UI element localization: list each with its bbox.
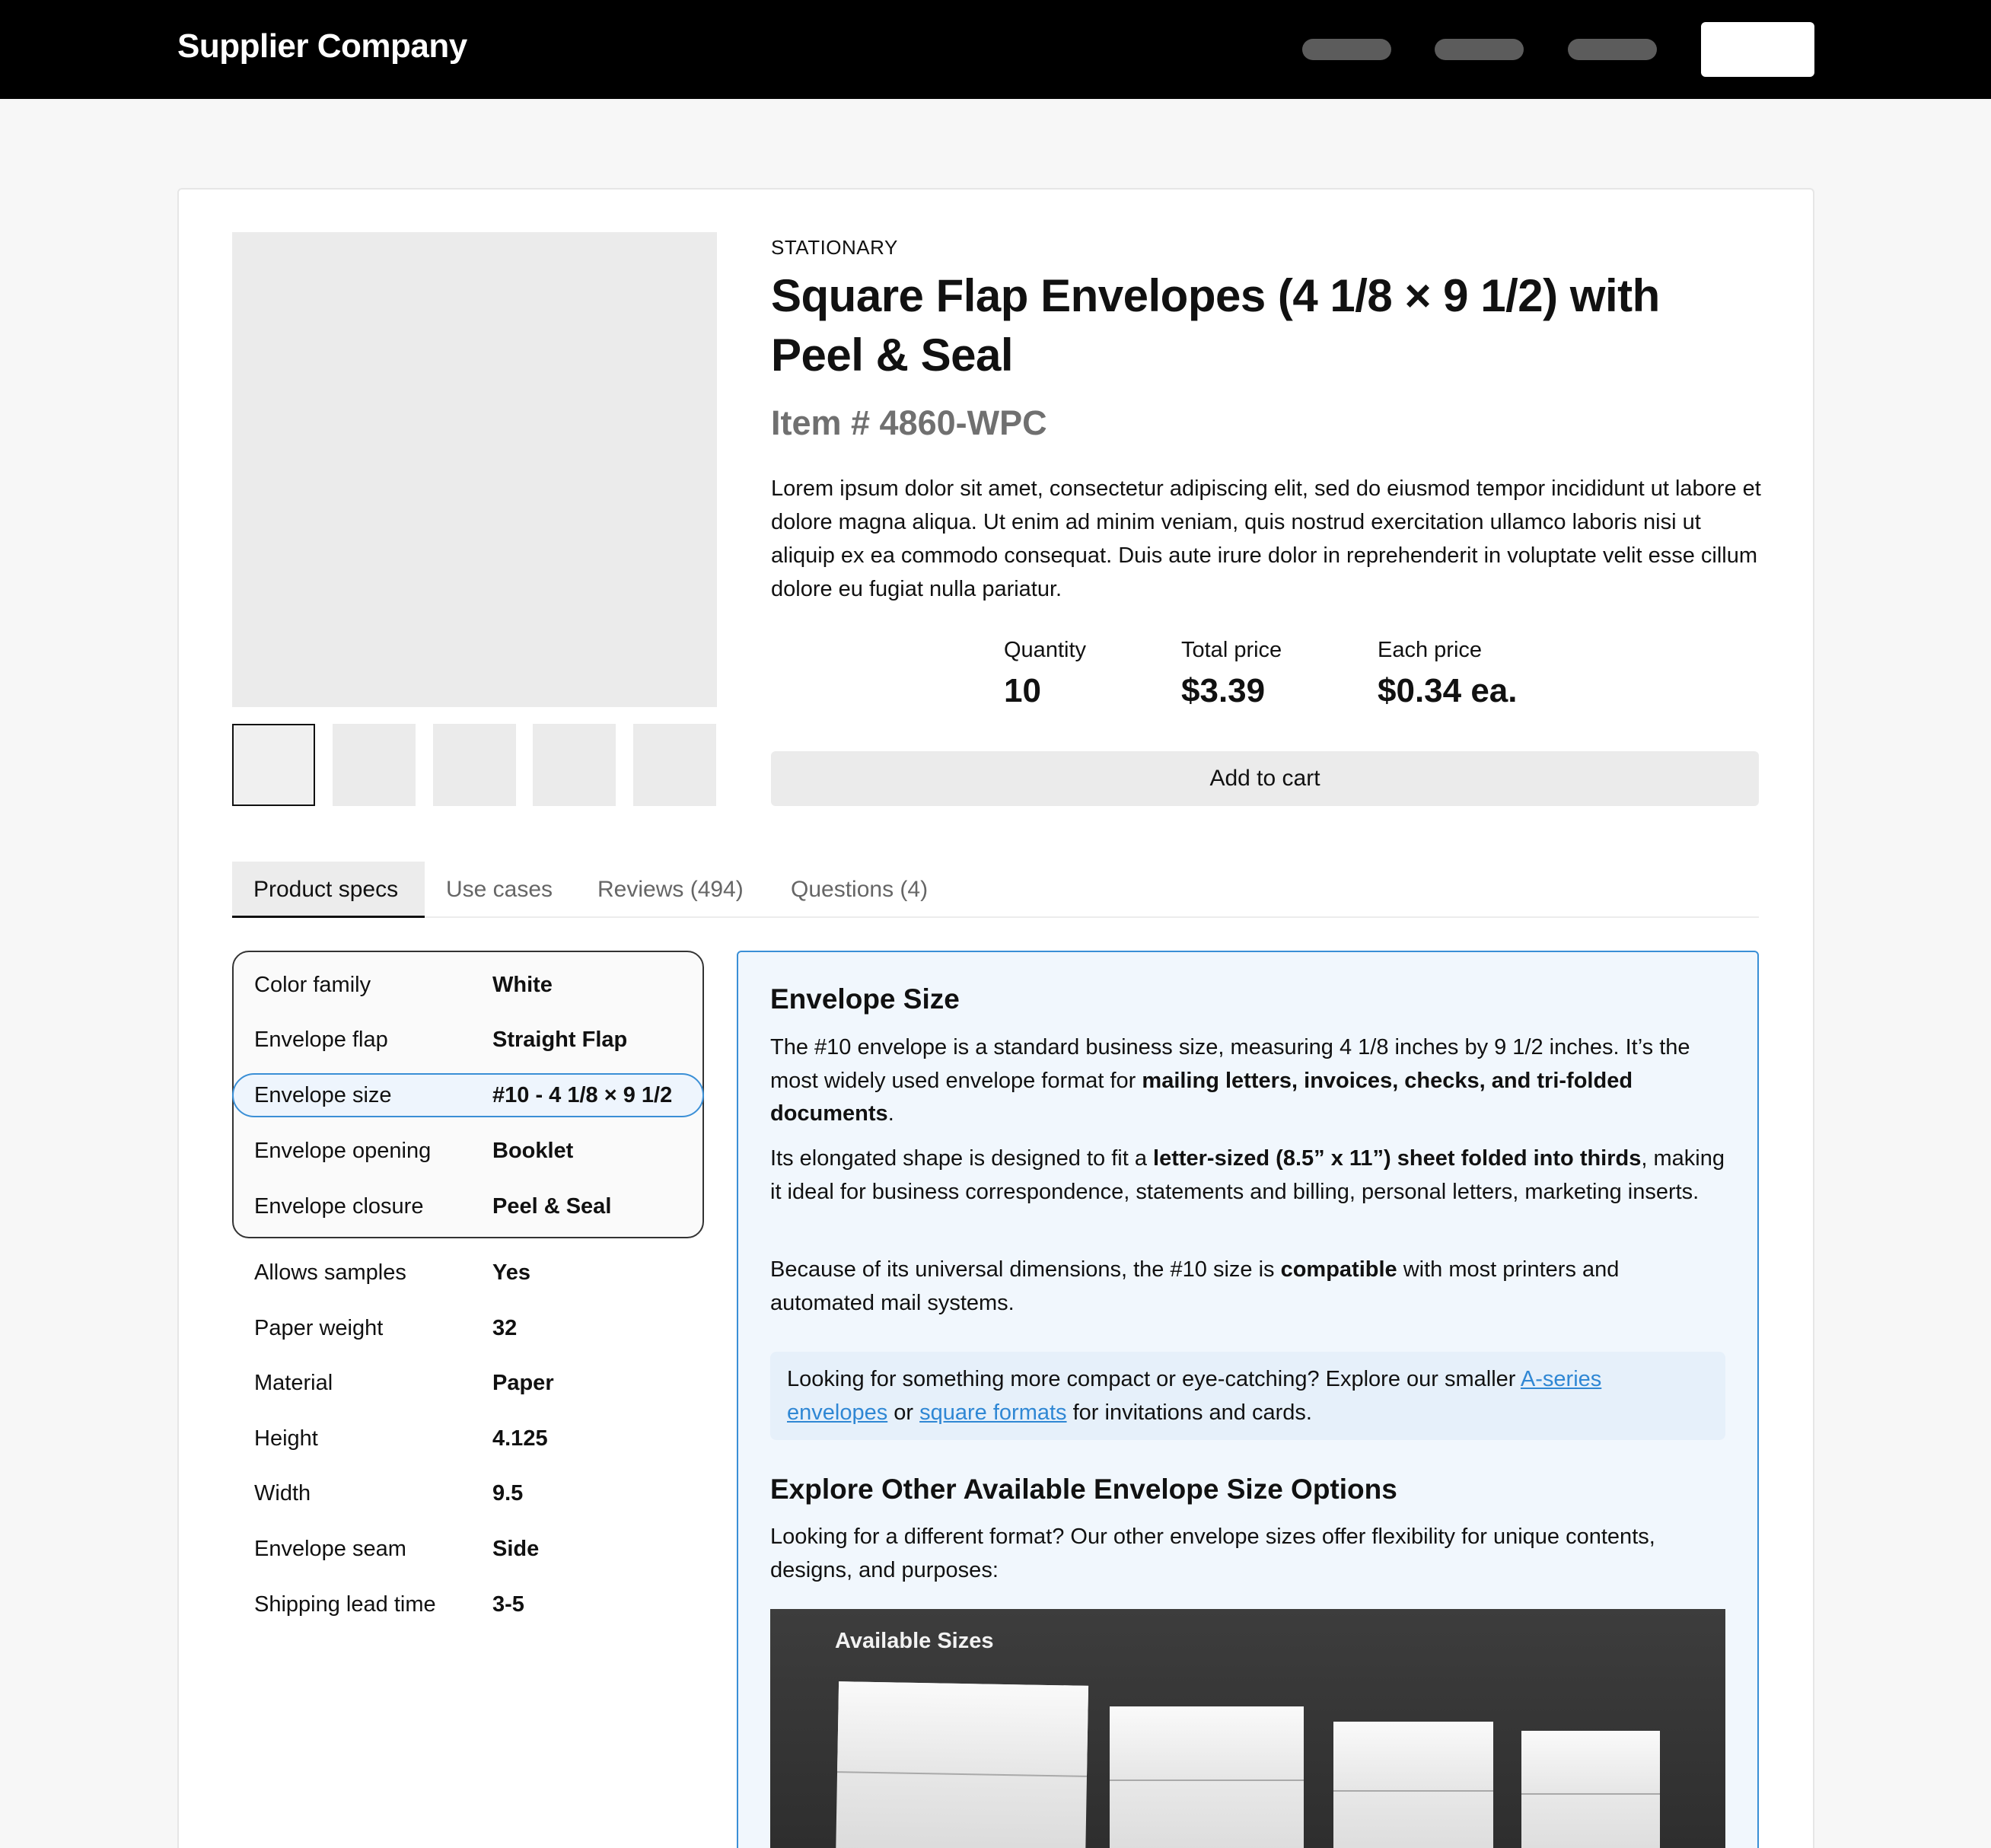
detail-emphasis: mailing letters, invoices, checks, and tri-folded documents <box>770 1068 1633 1126</box>
spec-row-envelope-size[interactable] <box>254 1076 696 1114</box>
thumbnail-5[interactable] <box>633 724 716 806</box>
photo-caption: Available Sizes <box>835 1629 994 1653</box>
spec-value: 32 <box>492 1316 518 1340</box>
spec-row-paper-weight[interactable] <box>254 1309 696 1347</box>
spec-key: Width <box>254 1481 311 1505</box>
nav-link-2[interactable] <box>1435 39 1524 60</box>
detail-text: , making it ideal for business correspondence, statements and billing, personal letters, marketing inserts. <box>770 1146 1725 1204</box>
tab-questions[interactable]: Questions (4) <box>791 877 929 902</box>
spec-key: Envelope size <box>254 1083 392 1107</box>
callout-copy: Looking for something more compact or eye-catching? Explore our smaller <box>787 1367 1521 1391</box>
envelope-smallest-image <box>1521 1731 1660 1848</box>
spec-row-envelope-seam[interactable] <box>254 1530 696 1568</box>
spec-row-material[interactable] <box>254 1364 696 1402</box>
brand-logo[interactable]: Supplier Company <box>177 27 467 65</box>
spec-row-envelope-flap[interactable] <box>254 1021 696 1059</box>
spec-value: 9.5 <box>492 1481 524 1505</box>
envelope-large-image <box>836 1681 1088 1848</box>
square-formats-link[interactable]: square formats <box>919 1400 1067 1425</box>
spec-key: Paper weight <box>254 1316 384 1340</box>
product-category: STATIONARY <box>771 236 898 259</box>
detail-text: Because of its universal dimensions, the #10 size is <box>770 1257 1281 1282</box>
spec-value: Booklet <box>492 1139 574 1163</box>
total-price-label: Total price <box>1181 638 1282 662</box>
spec-key: Height <box>254 1426 318 1451</box>
detail-text: Its elongated shape is designed to fit a <box>770 1146 1154 1171</box>
product-title: Square Flap Envelopes (4 1/8 × 9 1/2) with Peel & Seal <box>771 270 1660 381</box>
detail-emphasis: letter-sized (8.5” x 11”) sheet folded into thirds <box>1153 1146 1642 1171</box>
spec-value: 3-5 <box>492 1592 524 1617</box>
spec-row-allows-samples[interactable] <box>254 1254 696 1292</box>
nav-link-3[interactable] <box>1568 39 1657 60</box>
quantity-block <box>1004 638 1086 710</box>
callout-copy: or <box>887 1400 920 1425</box>
each-price-block <box>1378 638 1518 710</box>
thumbnail-1[interactable] <box>232 724 315 806</box>
spec-key: Allows samples <box>254 1260 406 1285</box>
product-description: Lorem ipsum dolor sit amet, consectetur adipiscing elit, sed do eiusmod tempor incididunt ut labore et dolore magna aliqua. Ut enim ad minim veniam, quis nostrud exercitation ullamco laboris nisi ut aliquip ex ea commodo consequat. Duis aute irure dolor in reprehenderit in voluptate velit esse cillum dolore eu fugiat nulla pariatur. <box>771 476 1761 601</box>
spec-value: Paper <box>492 1371 554 1395</box>
nav-cta-button[interactable] <box>1701 22 1814 77</box>
spec-key: Envelope closure <box>254 1194 424 1219</box>
product-main-image <box>232 232 717 707</box>
spec-value: Straight Flap <box>492 1028 628 1052</box>
thumbnail-4[interactable] <box>533 724 616 806</box>
total-price-value: $3.39 <box>1181 672 1266 709</box>
spec-value: #10 - 4 1/8 × 9 1/2 <box>492 1083 673 1107</box>
each-price-label: Each price <box>1378 638 1483 662</box>
detail-heading: Envelope Size <box>770 983 960 1015</box>
spec-key: Color family <box>254 973 371 997</box>
envelope-small-image <box>1333 1722 1493 1848</box>
callout-copy: for invitations and cards. <box>1066 1400 1312 1425</box>
total-price-block <box>1181 638 1282 710</box>
other-sizes-paragraph: Looking for a different format? Our other envelope sizes offer flexibility for unique contents, designs, and purposes: <box>770 1525 1655 1582</box>
detail-text: The #10 envelope is a standard business size, measuring 4 1/8 inches by 9 1/2 inches. It’s the most widely used envelope format for <box>770 1035 1690 1093</box>
spec-key: Envelope seam <box>254 1537 406 1561</box>
tab-use-cases[interactable]: Use cases <box>446 877 553 902</box>
spec-key: Envelope opening <box>254 1139 432 1163</box>
spec-value: White <box>492 973 553 997</box>
spec-row-shipping-lead-time[interactable] <box>254 1585 696 1623</box>
spec-row-color-family[interactable] <box>254 966 696 1004</box>
nav-link-1[interactable] <box>1302 39 1391 60</box>
tab-product-specs[interactable]: Product specs <box>232 862 425 918</box>
add-to-cart-button[interactable]: Add to cart <box>771 751 1759 806</box>
thumbnail-3[interactable] <box>433 724 516 806</box>
tab-reviews[interactable]: Reviews (494) <box>597 877 744 902</box>
spec-row-envelope-opening[interactable] <box>254 1132 696 1170</box>
detail-emphasis: compatible <box>1280 1257 1397 1282</box>
a-series-envelopes-link[interactable]: A-series envelopes <box>787 1367 1602 1425</box>
spec-row-width[interactable] <box>254 1474 696 1512</box>
detail-paragraph-3 <box>770 1254 1729 1320</box>
spec-key: Shipping lead time <box>254 1592 436 1617</box>
quantity-value[interactable]: 10 <box>1004 672 1041 709</box>
spec-key: Envelope flap <box>254 1028 388 1052</box>
other-sizes-heading: Explore Other Available Envelope Size Options <box>770 1474 1397 1505</box>
detail-paragraph-2 <box>770 1142 1729 1209</box>
spec-key: Material <box>254 1371 333 1395</box>
item-number: Item # 4860-WPC <box>771 403 1047 442</box>
spec-value: Peel & Seal <box>492 1194 612 1219</box>
spec-row-height[interactable] <box>254 1419 696 1458</box>
spec-value: Yes <box>492 1260 530 1285</box>
each-price-value: $0.34 ea. <box>1378 672 1518 709</box>
detail-text: . <box>887 1101 894 1126</box>
callout-text <box>787 1363 1700 1429</box>
top-navbar <box>0 0 1991 99</box>
spec-row-envelope-closure[interactable] <box>254 1187 696 1225</box>
thumbnail-2[interactable] <box>333 724 416 806</box>
available-sizes-photo <box>770 1609 1725 1848</box>
quantity-label: Quantity <box>1004 638 1086 662</box>
detail-text: with most printers and automated mail systems. <box>770 1257 1620 1315</box>
spec-value: 4.125 <box>492 1426 548 1451</box>
detail-paragraph-1 <box>770 1031 1729 1131</box>
spec-value: Side <box>492 1537 540 1561</box>
envelope-medium-image <box>1110 1706 1304 1848</box>
